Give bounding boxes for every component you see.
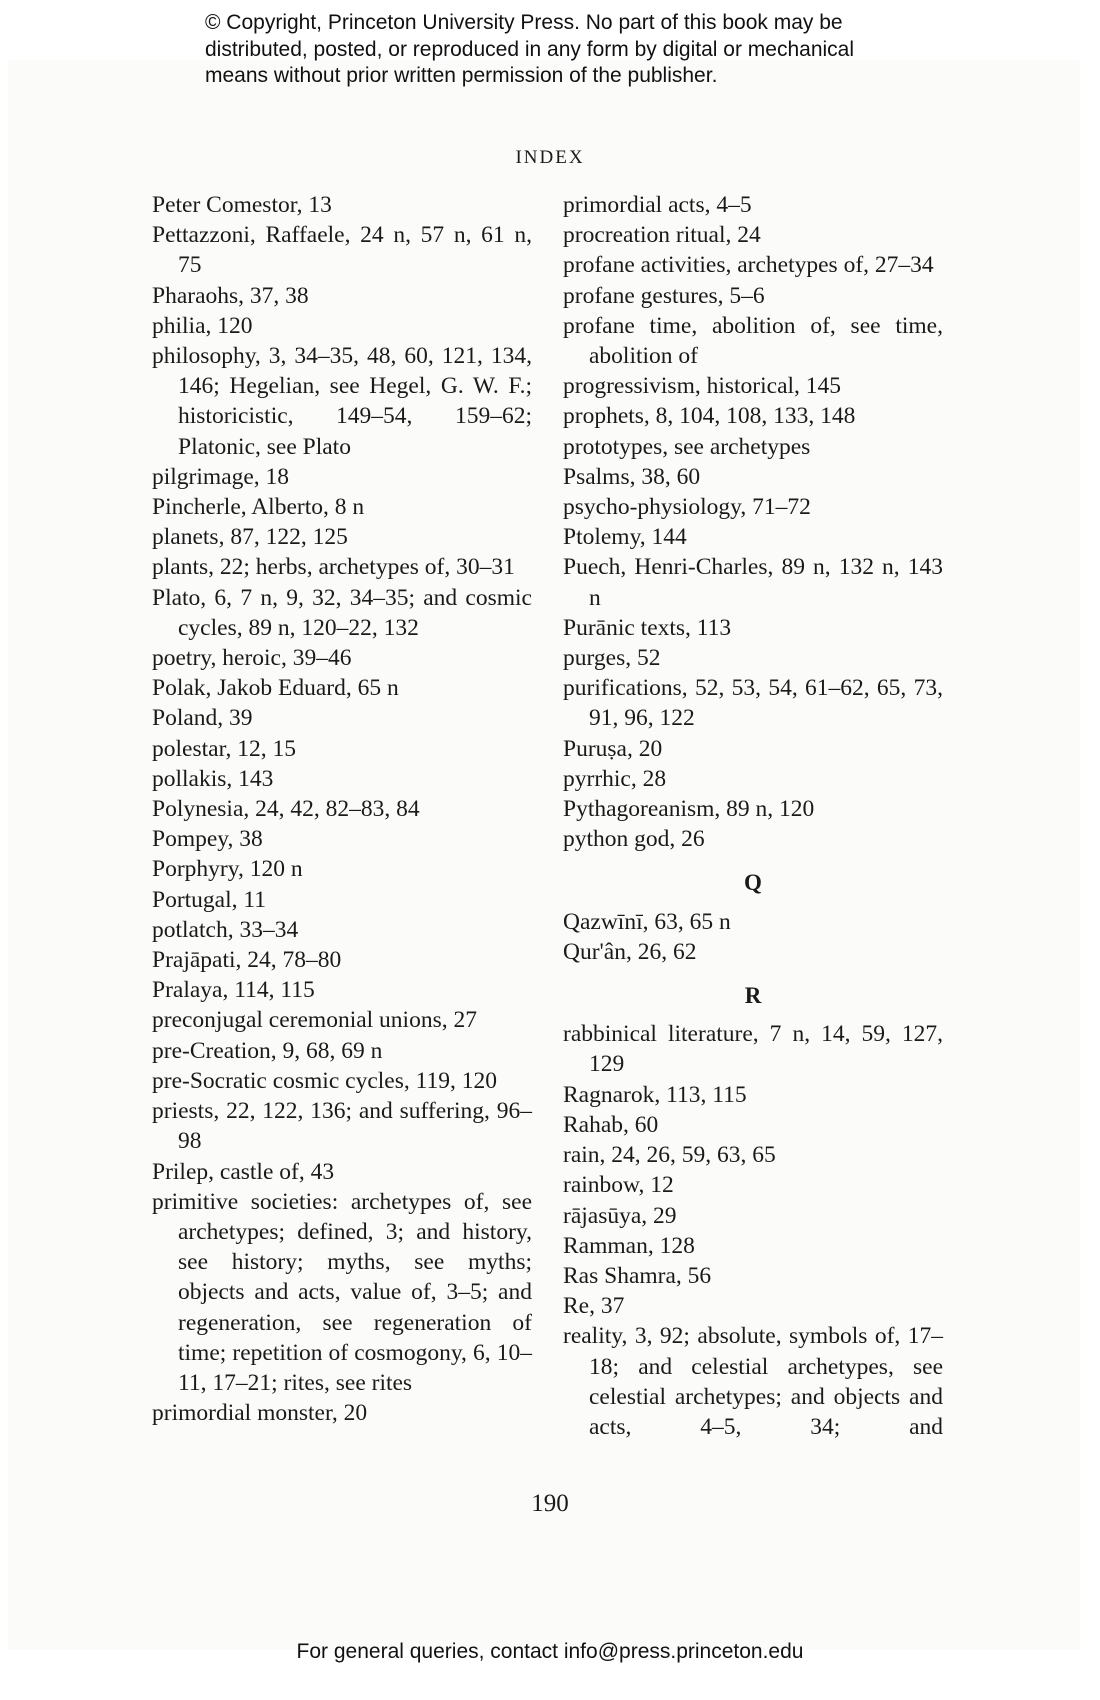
index-entry: python god, 26 — [563, 826, 705, 853]
index-entry: rājasūya, 29 — [563, 1202, 677, 1229]
section-letter-r: R — [744, 983, 762, 1009]
index-entry: preconjugal ceremonial unions, 27 — [152, 1007, 477, 1034]
index-entry: Pralaya, 114, 115 — [152, 977, 315, 1004]
index-entry: Pythagoreanism, 89 n, 120 — [563, 796, 815, 823]
footer-contact: For general queries, contact info@press.princeton.edu — [296, 1640, 804, 1663]
copyright-line: distributed, posted, or reproduced in any form by digital or mechanical — [205, 37, 855, 61]
index-entry: reality, 3, 92; absolute, symbols of, 17–18; and celestial archetypes, see celestial archetypes; and objects and acts, 4–5, 34; and — [563, 1323, 943, 1440]
index-entry: rainbow, 12 — [563, 1172, 674, 1199]
copyright-line: © Copyright, Princeton University Press. No part of this book may be — [205, 11, 843, 34]
index-entry: Polynesia, 24, 42, 82–83, 84 — [152, 796, 420, 823]
index-entry: potlatch, 33–34 — [152, 916, 299, 943]
index-entry: Rahab, 60 — [563, 1111, 659, 1138]
index-entry: Psalms, 38, 60 — [563, 463, 701, 490]
index-entry: rabbinical literature, 7 n, 14, 59, 127, 129 — [563, 1021, 943, 1078]
index-column-right — [563, 190, 943, 1442]
index-entry: Peter Comestor, 13 — [152, 192, 332, 218]
index-entry: primitive societies: archetypes of, see archetypes; defined, 3; and history, see history; myths, see myths; objects and acts, value of, 3–5; and regeneration, see regeneration of time; repetition of cosmogony, 6, 10–11, 17–21; rites, see rites — [152, 1188, 532, 1396]
index-entry: pre-Socratic cosmic cycles, 119, 120 — [152, 1067, 497, 1094]
index-entry: philosophy, 3, 34–35, 48, 60, 121, 134, 146; Hegelian, see Hegel, G. W. F.; historicistic, 149–54, 159–62; Platonic, see Plato — [152, 343, 532, 460]
index-entry: Ragnarok, 113, 115 — [563, 1081, 747, 1108]
copyright-notice — [205, 10, 925, 90]
index-entry: Plato, 6, 7 n, 9, 32, 34–35; and cosmic cycles, 89 n, 120–22, 132 — [152, 584, 532, 641]
index-entry: Polak, Jakob Eduard, 65 n — [152, 675, 399, 702]
index-entry: Re, 37 — [563, 1293, 625, 1320]
index-entry: Pharaohs, 37, 38 — [152, 282, 309, 309]
index-entry: primordial monster, 20 — [152, 1400, 368, 1427]
index-entry: profane gestures, 5–6 — [563, 282, 765, 309]
index-entry: Pettazzoni, Raffaele, 24 n, 57 n, 61 n, 75 — [152, 222, 532, 279]
index-entry: Pompey, 38 — [152, 826, 263, 853]
index-column-left — [152, 190, 532, 1428]
index-entry: Puruṣa, 20 — [563, 735, 663, 762]
index-entry: procreation ritual, 24 — [563, 222, 761, 249]
index-entry: Portugal, 11 — [152, 886, 267, 913]
index-entry: rain, 24, 26, 59, 63, 65 — [563, 1142, 776, 1169]
index-entry: Poland, 39 — [152, 705, 253, 732]
index-entry: prototypes, see archetypes — [563, 433, 811, 460]
index-entry: poetry, heroic, 39–46 — [152, 645, 352, 672]
running-head: INDEX — [515, 147, 585, 168]
index-entry: Purānic texts, 113 — [563, 614, 732, 641]
index-entry: Qazwīnī, 63, 65 n — [563, 908, 731, 935]
index-entry: Ptolemy, 144 — [563, 524, 687, 551]
index-entry: psycho-physiology, 71–72 — [563, 494, 811, 521]
copyright-line: means without prior written permission of the publisher. — [205, 64, 718, 87]
index-entry: pyrrhic, 28 — [563, 765, 667, 792]
index-entry: pollakis, 143 — [152, 765, 274, 792]
index-entry: priests, 22, 122, 136; and suffering, 96–98 — [152, 1098, 532, 1155]
index-entry: Pincherle, Alberto, 8 n — [152, 494, 365, 521]
index-entry: Prilep, castle of, 43 — [152, 1158, 335, 1185]
index-entry: pilgrimage, 18 — [152, 463, 290, 490]
index-entry: Puech, Henri-Charles, 89 n, 132 n, 143 n — [563, 554, 943, 611]
index-entry: polestar, 12, 15 — [152, 735, 296, 762]
index-entry: purges, 52 — [563, 645, 661, 672]
index-entry: pre-Creation, 9, 68, 69 n — [152, 1037, 383, 1064]
index-entry: Qur'ân, 26, 62 — [563, 938, 697, 965]
index-entry: profane activities, archetypes of, 27–34 — [563, 252, 934, 279]
index-entry: prophets, 8, 104, 108, 133, 148 — [563, 403, 856, 430]
index-entry: planets, 87, 122, 125 — [152, 524, 348, 551]
index-entry: plants, 22; herbs, archetypes of, 30–31 — [152, 554, 515, 581]
index-entry: Ramman, 128 — [563, 1232, 695, 1259]
section-letter-q: Q — [744, 870, 762, 896]
page-number: 190 — [531, 1490, 569, 1517]
index-entry: purifications, 52, 53, 54, 61–62, 65, 73, 91, 96, 122 — [563, 675, 943, 732]
index-entry: Porphyry, 120 n — [152, 856, 303, 883]
index-entry: profane time, abolition of, see time, abolition of — [563, 312, 943, 370]
index-entry: Ras Shamra, 56 — [563, 1262, 712, 1289]
index-entry: philia, 120 — [152, 312, 253, 339]
index-entry: progressivism, historical, 145 — [563, 373, 842, 400]
index-entry: primordial acts, 4–5 — [563, 192, 752, 218]
index-entry: Prajāpati, 24, 78–80 — [152, 947, 342, 974]
